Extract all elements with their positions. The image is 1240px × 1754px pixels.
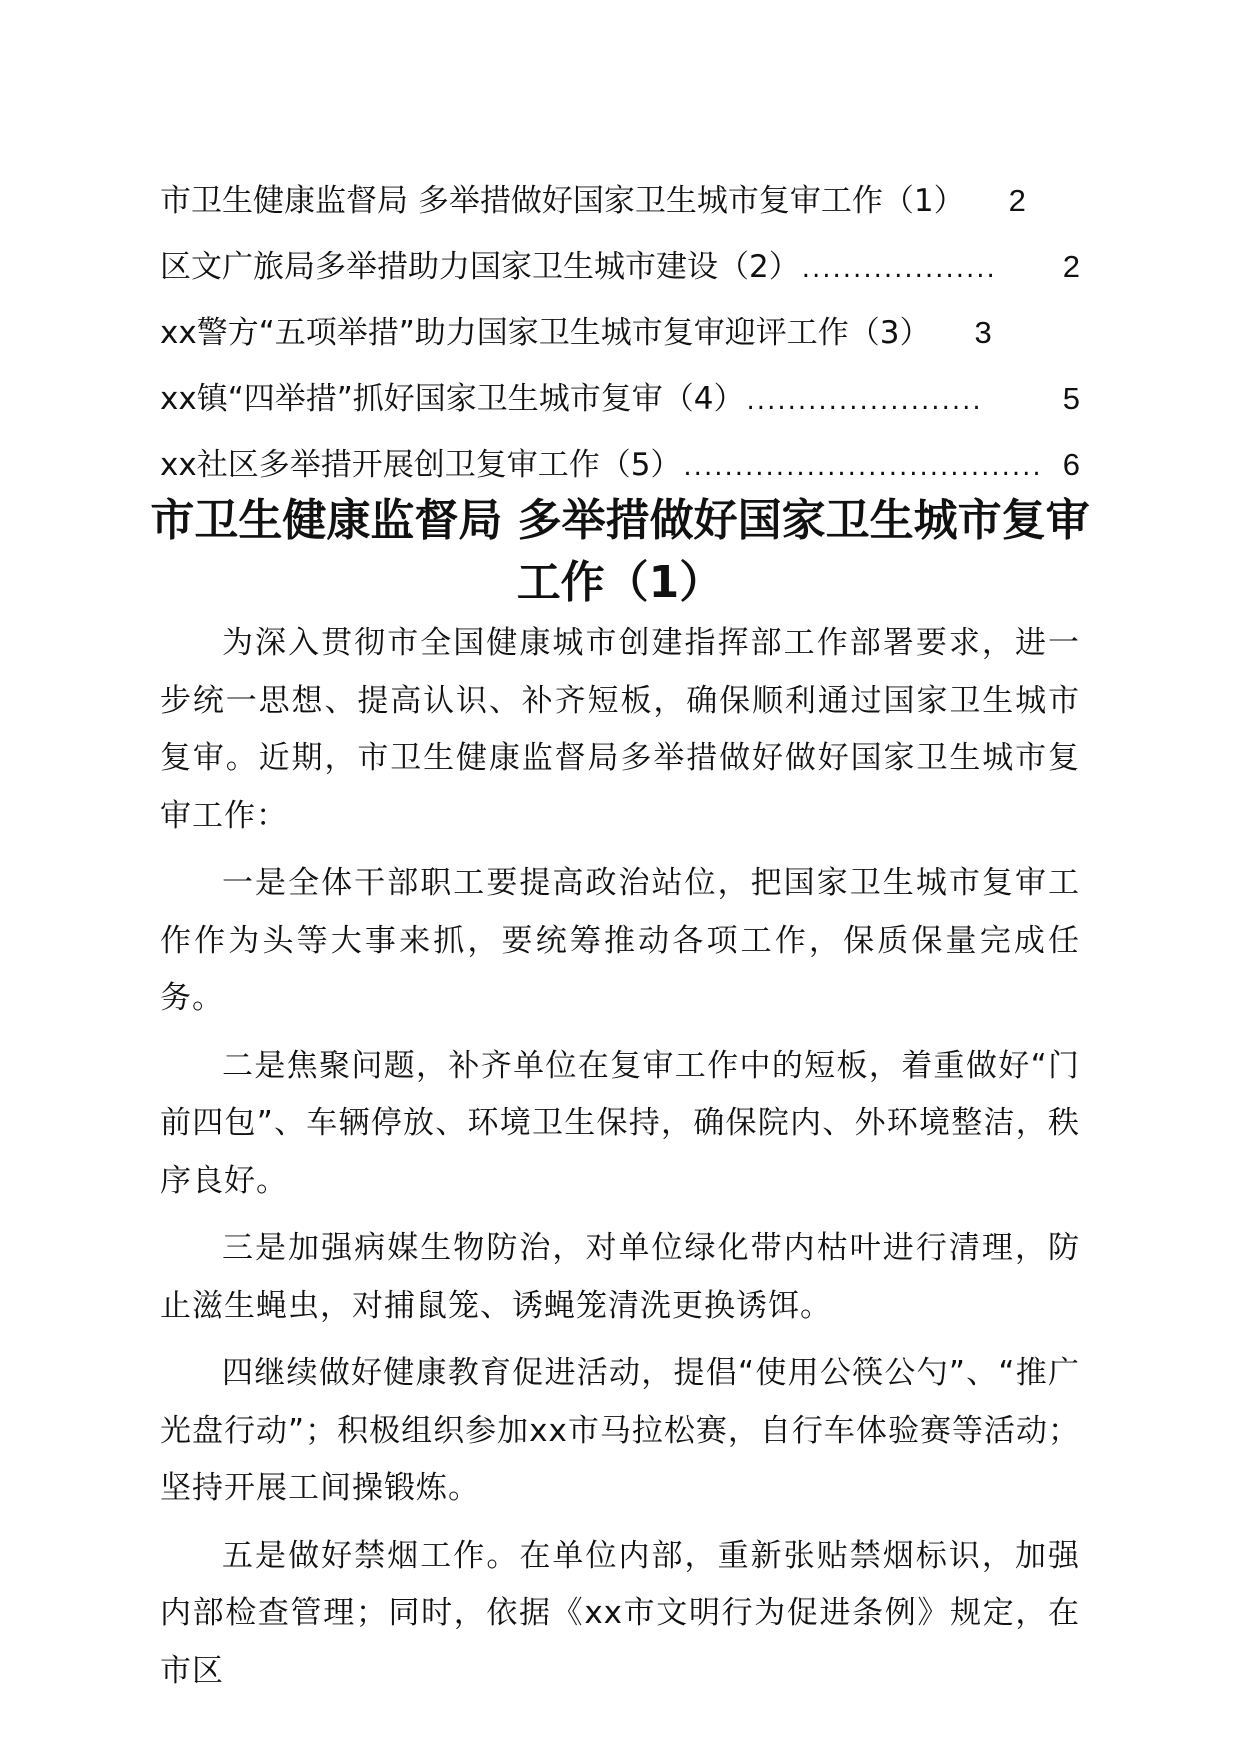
toc-item-page: 5: [1062, 381, 1080, 416]
toc-item-page: 6: [1062, 447, 1080, 482]
toc-item[interactable]: [160, 168, 1080, 234]
toc-item-title: xx社区多举措开展创卫复审工作（5）: [160, 447, 682, 483]
article-body: [160, 615, 1080, 1710]
toc-item[interactable]: [160, 300, 1080, 366]
paragraph: 三是加强病媒生物防治，对单位绿化带内枯叶进行清理，防止滋生蝇虫，对捕鼠笼、诱蝇笼清洗更换诱饵。: [160, 1230, 1080, 1324]
paragraph: 四继续做好健康教育促进活动，提倡“使用公筷公勺”、“推广光盘行动”；积极组织参加xx市马拉松赛，自行车体验赛等活动；坚持开展工间操锻炼。: [160, 1355, 1080, 1506]
toc-item[interactable]: [160, 366, 1080, 432]
toc-item-title: 市卫生健康监督局 多举措做好国家卫生城市复审工作（1）: [160, 183, 965, 219]
toc-item-title: xx镇“四举措”抓好国家卫生城市复审（4）: [160, 381, 745, 417]
toc-item-page: 3: [974, 315, 992, 350]
toc-item-page: 2: [1008, 183, 1026, 218]
toc-item-page: 2: [1062, 249, 1080, 284]
paragraph: 一是全体干部职工要提高政治站位，把国家卫生城市复审工作作为头等大事来抓，要统筹推动各项工作，保质保量完成任务。: [160, 865, 1080, 1016]
paragraph: 为深入贯彻市全国健康城市创建指挥部工作部署要求，进一步统一思想、提高认识、补齐短板，确保顺利通过国家卫生城市复审。近期，市卫生健康监督局多举措做好做好国家卫生城市复审工作：: [160, 625, 1080, 834]
paragraph: 二是焦聚问题，补齐单位在复审工作中的短板，着重做好“门前四包”、车辆停放、环境卫生保持，确保院内、外环境整洁，秩序良好。: [160, 1047, 1080, 1199]
toc-item-leader: .......................: [746, 386, 983, 416]
toc-item-leader: ...................................: [683, 452, 1043, 482]
toc-item[interactable]: [160, 234, 1080, 300]
table-of-contents: [160, 168, 1080, 498]
paragraph: 五是做好禁烟工作。在单位内部，重新张贴禁烟标识，加强内部检查管理；同时，依据《xx市文明行为促进条例》规定，在市区: [160, 1537, 1080, 1689]
toc-item-title: 区文广旅局多举措助力国家卫生城市建设（2）: [160, 249, 800, 285]
toc-item[interactable]: [160, 432, 1080, 498]
toc-item-title: xx警方“五项举措”助力国家卫生城市复审迎评工作（3）: [160, 315, 931, 351]
toc-item-leader: ...................: [801, 254, 997, 284]
article-title: 市卫生健康监督局 多举措做好国家卫生城市复审工作（1）: [150, 495, 1090, 608]
